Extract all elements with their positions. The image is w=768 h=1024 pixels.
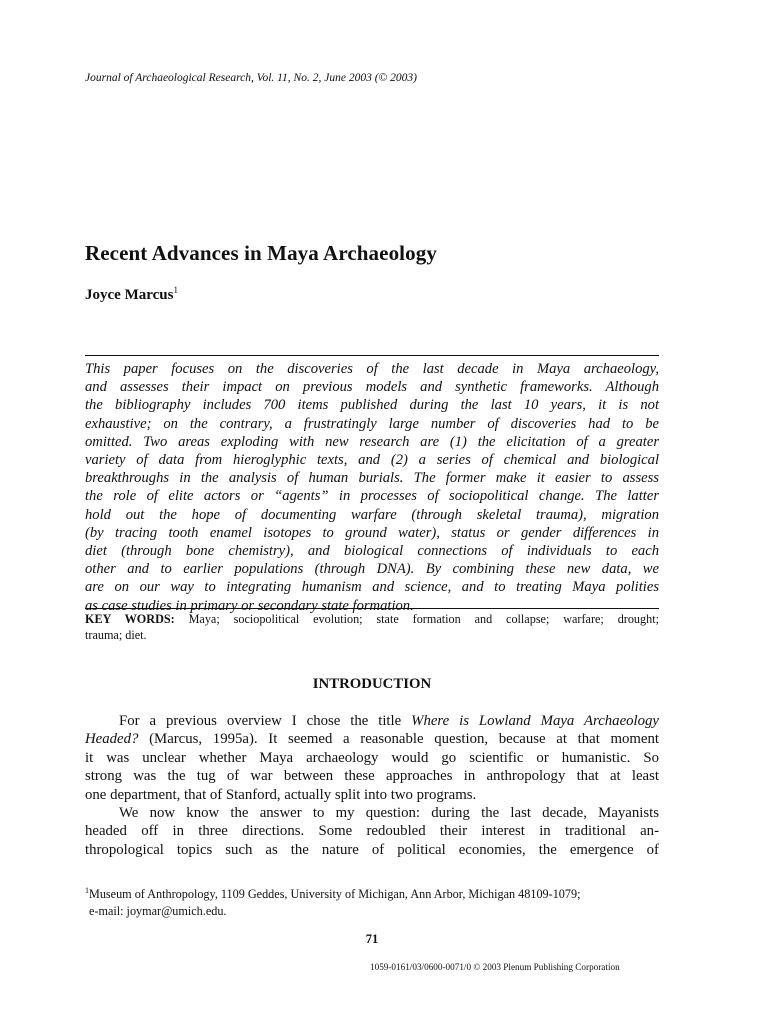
footnote-mark: 1	[85, 886, 89, 895]
keywords-label: KEY WORDS:	[85, 612, 175, 626]
abstract-line: diet (through bone chemistry), and biological connections of individuals to each	[85, 543, 659, 560]
abstract-line: This paper focuses on the discoveries of the last decade in Maya archaeology,	[85, 361, 659, 377]
footnote-email: e-mail: joymar@umich.edu.	[89, 904, 227, 918]
abstract-line: the bibliography includes 700 items published during the last 10 years, it is not	[85, 397, 659, 414]
keywords-text: Maya; sociopolitical evolution; state formation and collapse; warfare; drought;	[188, 612, 659, 626]
author-footnote-mark: 1	[173, 285, 178, 295]
keywords-line-2: trauma; diet.	[85, 628, 147, 642]
keywords-line	[85, 611, 659, 627]
abstract-bottom-rule	[85, 608, 659, 609]
abstract	[85, 360, 659, 615]
abstract-line: hold out the hope of documenting warfare (through skeletal trauma), migration	[85, 506, 659, 523]
abstract-line: breakthroughs in the analysis of human burials. The former make it easier to assess	[85, 470, 659, 487]
section-heading: INTRODUCTION	[312, 676, 432, 692]
footnote-affiliation: Museum of Anthropology, 1109 Geddes, University of Michigan, Ann Arbor, Michigan 48109-1079;	[89, 887, 581, 901]
copyright-line: 1059-0161/03/0600-0071/0 © 2003 Plenum Publishing Corporation	[370, 962, 620, 972]
abstract-line: the role of elite actors or “agents” in processes of sociopolitical change. The latter	[85, 488, 659, 505]
body-line: it was unclear whether Maya archaeology would go scientific or humanistic. So	[85, 749, 659, 766]
page-number: 71	[365, 932, 379, 946]
body-line: thropological topics such as the nature of political economies, the emergence of	[85, 841, 659, 858]
abstract-line: (by tracing tooth enamel isotopes to ground water), status or gender differences in	[85, 524, 659, 541]
author-name: Joyce Marcus	[85, 287, 174, 303]
footnote-line	[85, 882, 659, 903]
body-line: We now know the answer to my question: during the last decade, Mayanists	[119, 805, 659, 822]
article-title: Recent Advances in Maya Archaeology	[85, 241, 437, 265]
body-line: Headed? (Marcus, 1995a). It seemed a reasonable question, because at that moment	[85, 731, 659, 748]
keywords	[85, 611, 659, 643]
journal-citation: Journal of Archaeological Research, Vol. 11, No. 2, June 2003 (© 2003)	[85, 72, 417, 84]
abstract-line: exhaustive; on the contrary, a frustratingly large number of discoveries had to be	[85, 415, 659, 432]
body-line: strong was the tug of war between these approaches in anthropology that at least	[85, 768, 659, 785]
abstract-line: and assesses their impact on previous models and synthetic frameworks. Although	[85, 379, 659, 396]
cited-title: Where is Lowland Maya Archaeology	[411, 713, 660, 729]
cited-title-end: Headed?	[85, 731, 139, 748]
body-text	[85, 712, 659, 859]
abstract-line: other and to earlier populations (through DNA). By combining these new data, we	[85, 561, 659, 578]
abstract-line: as case studies in primary or secondary state formation.	[85, 597, 414, 614]
abstract-line: are on our way to integrating humanism and science, and to treating Maya polities	[85, 579, 659, 596]
body-line: one department, that of Stanford, actually split into two programs.	[85, 786, 477, 803]
body-line: For a previous overview I chose the title Where is Lowland Maya Archaeology	[119, 713, 660, 729]
author-line	[85, 285, 178, 304]
footnote	[85, 882, 659, 920]
body-line: headed off in three directions. Some redoubled their interest in traditional an-	[85, 823, 659, 840]
abstract-top-rule	[85, 355, 659, 356]
abstract-line: variety of data from hieroglyphic texts, and (2) a series of chemical and biological	[85, 452, 659, 469]
abstract-line: omitted. Two areas exploding with new research are (1) the elicitation of a greater	[85, 433, 659, 450]
